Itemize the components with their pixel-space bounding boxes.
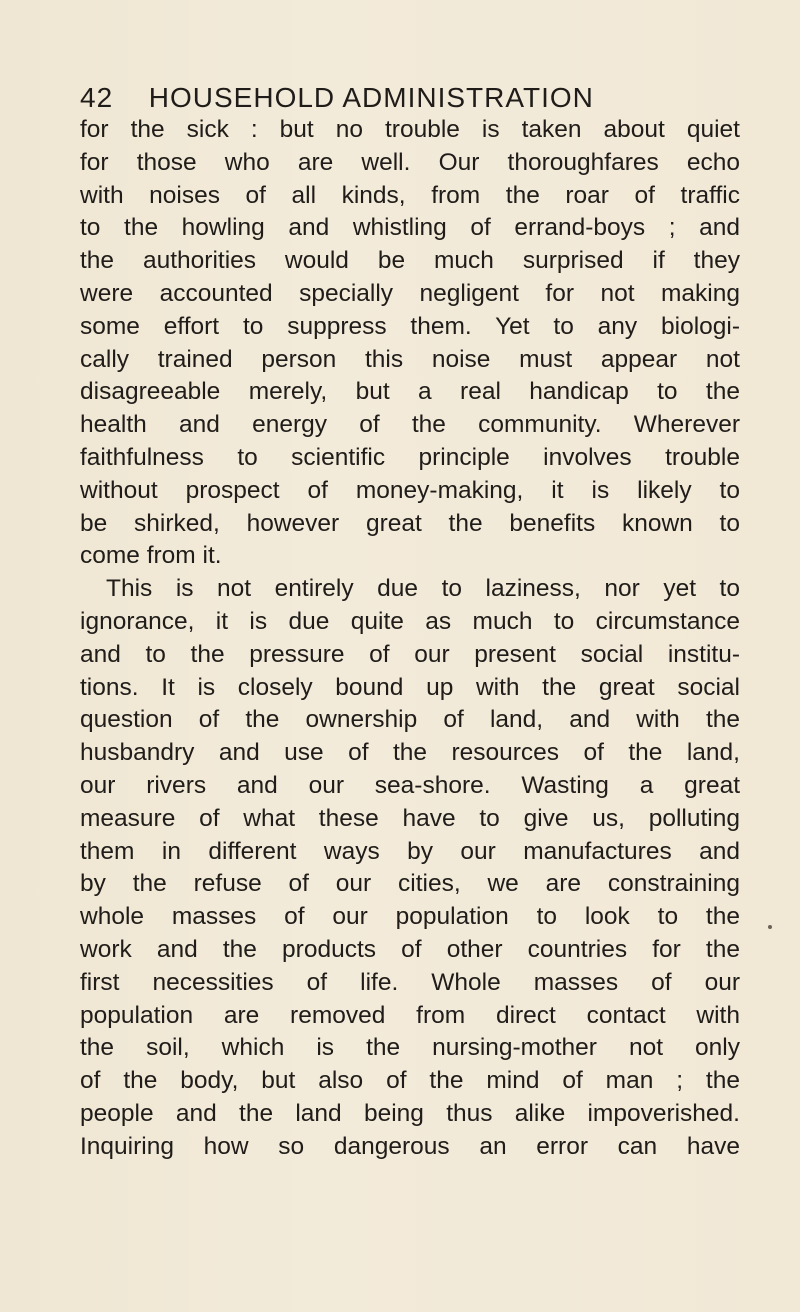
text-line: whole masses of our population to look to the [80, 903, 740, 931]
text-line: our rivers and our sea-shore. Wasting a great [80, 771, 740, 799]
text-line: the soil, which is the nursing-mother not only [80, 1034, 740, 1062]
text-line: work and the products of other countries for the [80, 935, 740, 963]
text-line: to the howling and whistling of errand-boys ; and [80, 214, 740, 242]
page-number: 42 [80, 82, 114, 113]
running-head: HOUSEHOLD ADMINISTRATION [148, 82, 594, 113]
text-line: disagreeable merely, but a real handicap to the [80, 378, 740, 406]
text-line: for the sick : but no trouble is taken about quiet [80, 116, 740, 143]
page-header [80, 78, 740, 118]
text-line: them in different ways by our manufactures and [80, 837, 740, 865]
text-line: for those who are well. Our thoroughfares echo [80, 148, 740, 176]
margin-dot [768, 925, 772, 929]
text-line: people and the land being thus alike impoverished. [80, 1099, 740, 1127]
text-line: cally trained person this noise must appear not [80, 345, 740, 373]
text-line: tions. It is closely bound up with the great social [80, 673, 740, 701]
text-line-paragraph-start: This is not entirely due to laziness, nor yet to [106, 575, 740, 603]
text-line: by the refuse of our cities, we are constraining [80, 870, 740, 898]
text-line: the authorities would be much surprised if they [80, 247, 740, 275]
text-line: were accounted specially negligent for not making [80, 279, 740, 307]
text-line: of the body, but also of the mind of man ; the [80, 1067, 740, 1095]
text-line-paragraph-end: come from it. [80, 542, 222, 570]
text-line: measure of what these have to give us, polluting [80, 804, 740, 832]
text-line: population are removed from direct contact with [80, 1001, 740, 1029]
text-line: with noises of all kinds, from the roar of traffic [80, 181, 740, 209]
text-line: and to the pressure of our present social institu- [80, 640, 740, 668]
body-text [80, 114, 740, 1164]
text-line: Inquiring how so dangerous an error can have [80, 1132, 740, 1160]
text-line: first necessities of life. Whole masses of our [80, 968, 740, 996]
text-line: question of the ownership of land, and with the [80, 706, 740, 734]
text-line: some effort to suppress them. Yet to any biologi- [80, 312, 740, 340]
text-line: ignorance, it is due quite as much to circumstance [80, 607, 740, 635]
text-line: health and energy of the community. Wherever [80, 411, 740, 439]
text-line: faithfulness to scientific principle involves trouble [80, 443, 740, 471]
text-line: husbandry and use of the resources of the land, [80, 739, 740, 767]
text-line: be shirked, however great the benefits known to [80, 509, 740, 537]
text-line: without prospect of money-making, it is likely to [80, 476, 740, 504]
